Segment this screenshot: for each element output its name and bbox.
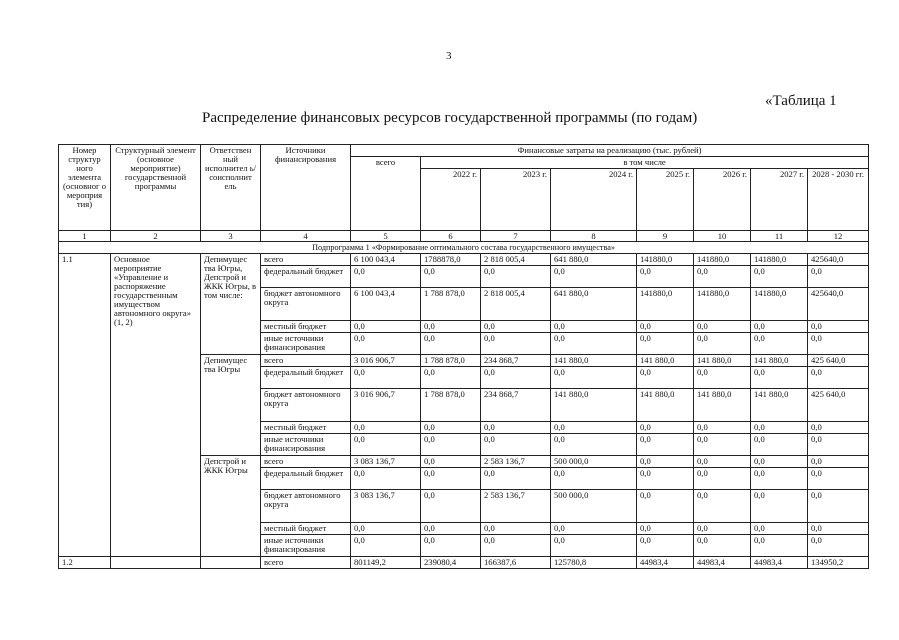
value-cell: 0,0 — [694, 321, 751, 333]
header-year: 2024 г. — [551, 169, 637, 231]
source-cell: местный бюджет — [261, 321, 351, 333]
source-cell: всего — [261, 456, 351, 468]
value-cell: 2 818 005,4 — [481, 288, 551, 321]
value-cell: 0,0 — [637, 456, 694, 468]
value-cell: 425 640,0 — [808, 389, 869, 422]
value-cell: 0,0 — [551, 266, 637, 288]
value-cell: 3 083 136,7 — [351, 490, 421, 523]
column-index: 9 — [637, 231, 694, 242]
value-cell: 0,0 — [637, 434, 694, 456]
source-cell: федеральный бюджет — [261, 468, 351, 490]
value-cell: 0,0 — [421, 321, 481, 333]
document-title: Распределение финансовых ресурсов государственной программы (по годам) — [202, 110, 698, 126]
value-cell: 0,0 — [808, 490, 869, 523]
header-year: 2026 г. — [694, 169, 751, 231]
source-cell: иные источники финансирования — [261, 535, 351, 557]
value-cell: 0,0 — [551, 535, 637, 557]
value-cell: 0,0 — [551, 434, 637, 456]
value-cell: 0,0 — [637, 321, 694, 333]
value-cell: 141 880,0 — [751, 389, 808, 422]
value-cell: 0,0 — [808, 456, 869, 468]
value-cell: 0,0 — [694, 456, 751, 468]
source-cell: иные источники финансирования — [261, 434, 351, 456]
value-cell: 0,0 — [421, 468, 481, 490]
value-cell: 641 880,0 — [551, 254, 637, 266]
value-cell: 0,0 — [637, 367, 694, 389]
value-cell: 0,0 — [751, 333, 808, 355]
table-row — [59, 557, 869, 569]
value-cell: 44983,4 — [694, 557, 751, 569]
source-cell: иные источники финансирования — [261, 333, 351, 355]
value-cell: 0,0 — [551, 333, 637, 355]
value-cell: 1788878,0 — [421, 254, 481, 266]
value-cell: 0,0 — [351, 367, 421, 389]
value-cell: 0,0 — [421, 266, 481, 288]
executor-cell: Депимущес тва Югры — [201, 355, 261, 456]
value-cell: 0,0 — [421, 523, 481, 535]
source-cell: бюджет автономного округа — [261, 389, 351, 422]
value-cell: 125780,8 — [551, 557, 637, 569]
value-cell: 0,0 — [694, 367, 751, 389]
value-cell: 141880,0 — [637, 288, 694, 321]
value-cell: 141880,0 — [694, 288, 751, 321]
value-cell: 0,0 — [637, 422, 694, 434]
value-cell: 0,0 — [637, 266, 694, 288]
source-cell: местный бюджет — [261, 523, 351, 535]
value-cell: 0,0 — [421, 367, 481, 389]
value-cell: 0,0 — [481, 468, 551, 490]
source-cell: бюджет автономного округа — [261, 288, 351, 321]
table-row — [59, 254, 869, 266]
value-cell: 166387,6 — [481, 557, 551, 569]
value-cell: 0,0 — [351, 266, 421, 288]
value-cell: 0,0 — [694, 422, 751, 434]
value-cell: 0,0 — [551, 367, 637, 389]
value-cell: 0,0 — [481, 321, 551, 333]
value-cell: 0,0 — [751, 490, 808, 523]
value-cell: 0,0 — [808, 535, 869, 557]
value-cell: 0,0 — [808, 422, 869, 434]
value-cell: 0,0 — [351, 434, 421, 456]
value-cell: 239080,4 — [421, 557, 481, 569]
value-cell: 425640,0 — [808, 288, 869, 321]
value-cell: 6 100 043,4 — [351, 254, 421, 266]
value-cell: 0,0 — [351, 321, 421, 333]
value-cell: 0,0 — [481, 266, 551, 288]
value-cell: 425640,0 — [808, 254, 869, 266]
value-cell: 500 000,0 — [551, 490, 637, 523]
header-total: всего — [351, 157, 421, 231]
value-cell: 1 788 878,0 — [421, 389, 481, 422]
value-cell: 0,0 — [351, 333, 421, 355]
value-cell: 641 880,0 — [551, 288, 637, 321]
value-cell: 0,0 — [481, 523, 551, 535]
value-cell: 141 880,0 — [751, 355, 808, 367]
value-cell: 2 818 005,4 — [481, 254, 551, 266]
value-cell: 0,0 — [808, 321, 869, 333]
value-cell: 0,0 — [481, 333, 551, 355]
value-cell: 0,0 — [694, 434, 751, 456]
value-cell: 2 583 136,7 — [481, 456, 551, 468]
subprogram-title: Подпрограмма 1 «Формирование оптимального состава государственного имущества» — [59, 242, 869, 254]
source-cell: местный бюджет — [261, 422, 351, 434]
source-cell: всего — [261, 355, 351, 367]
value-cell: 234 868,7 — [481, 355, 551, 367]
source-cell: всего — [261, 254, 351, 266]
item-element: Основное мероприятие «Управление и распоряжение государственным имуществом автономного округа» (1, 2) — [111, 254, 201, 557]
value-cell: 0,0 — [808, 367, 869, 389]
value-cell: 141880,0 — [694, 254, 751, 266]
value-cell: 0,0 — [694, 523, 751, 535]
item-number: 1.1 — [59, 254, 111, 557]
column-index: 5 — [351, 231, 421, 242]
value-cell: 0,0 — [481, 535, 551, 557]
value-cell: 0,0 — [694, 490, 751, 523]
column-index: 10 — [694, 231, 751, 242]
header-element: Структурный элемент (основное мероприятие) государственной программы — [111, 145, 201, 231]
header-year: 2028 - 2030 гг. — [808, 169, 869, 231]
value-cell: 0,0 — [637, 535, 694, 557]
value-cell: 3 016 906,7 — [351, 355, 421, 367]
value-cell: 0,0 — [808, 468, 869, 490]
value-cell: 425 640,0 — [808, 355, 869, 367]
value-cell: 0,0 — [421, 434, 481, 456]
value-cell: 0,0 — [751, 266, 808, 288]
header-year: 2027 г. — [751, 169, 808, 231]
value-cell: 1 788 878,0 — [421, 288, 481, 321]
column-index: 3 — [201, 231, 261, 242]
column-index: 2 — [111, 231, 201, 242]
value-cell: 801149,2 — [351, 557, 421, 569]
value-cell: 0,0 — [751, 422, 808, 434]
source-cell: федеральный бюджет — [261, 367, 351, 389]
value-cell: 141 880,0 — [694, 389, 751, 422]
value-cell: 44983,4 — [751, 557, 808, 569]
header-year: 2025 г. — [637, 169, 694, 231]
value-cell: 134950,2 — [808, 557, 869, 569]
value-cell: 0,0 — [694, 535, 751, 557]
value-cell: 0,0 — [808, 333, 869, 355]
value-cell: 0,0 — [751, 434, 808, 456]
value-cell: 0,0 — [751, 535, 808, 557]
value-cell: 0,0 — [694, 333, 751, 355]
value-cell: 141 880,0 — [637, 355, 694, 367]
value-cell: 3 083 136,7 — [351, 456, 421, 468]
value-cell: 0,0 — [808, 434, 869, 456]
header-year: 2023 г. — [481, 169, 551, 231]
column-index: 1 — [59, 231, 111, 242]
value-cell: 0,0 — [421, 333, 481, 355]
source-cell: федеральный бюджет — [261, 266, 351, 288]
value-cell: 234 868,7 — [481, 389, 551, 422]
value-cell: 0,0 — [751, 523, 808, 535]
column-index: 8 — [551, 231, 637, 242]
value-cell: 500 000,0 — [551, 456, 637, 468]
source-cell: всего — [261, 557, 351, 569]
value-cell: 0,0 — [637, 523, 694, 535]
value-cell: 0,0 — [551, 523, 637, 535]
value-cell: 141880,0 — [751, 288, 808, 321]
value-cell: 141 880,0 — [551, 355, 637, 367]
value-cell: 3 016 906,7 — [351, 389, 421, 422]
value-cell: 0,0 — [421, 535, 481, 557]
value-cell: 0,0 — [694, 468, 751, 490]
value-cell: 0,0 — [551, 422, 637, 434]
column-index: 6 — [421, 231, 481, 242]
value-cell: 0,0 — [481, 422, 551, 434]
value-cell: 0,0 — [694, 266, 751, 288]
value-cell: 0,0 — [481, 367, 551, 389]
value-cell: 6 100 043,4 — [351, 288, 421, 321]
value-cell: 0,0 — [551, 321, 637, 333]
value-cell: 0,0 — [637, 490, 694, 523]
value-cell: 0,0 — [808, 266, 869, 288]
value-cell: 0,0 — [751, 468, 808, 490]
value-cell: 0,0 — [421, 456, 481, 468]
source-cell: бюджет автономного округа — [261, 490, 351, 523]
column-index: 12 — [808, 231, 869, 242]
value-cell: 0,0 — [351, 468, 421, 490]
executor-cell — [201, 557, 261, 569]
value-cell: 0,0 — [751, 456, 808, 468]
value-cell: 141880,0 — [637, 254, 694, 266]
value-cell: 141 880,0 — [551, 389, 637, 422]
value-cell: 0,0 — [351, 535, 421, 557]
column-index: 7 — [481, 231, 551, 242]
value-cell: 0,0 — [751, 367, 808, 389]
financial-resources-table — [58, 144, 869, 569]
column-index: 4 — [261, 231, 351, 242]
value-cell: 1 788 878,0 — [421, 355, 481, 367]
value-cell: 141 880,0 — [694, 355, 751, 367]
column-index: 11 — [751, 231, 808, 242]
header-costs: Финансовые затраты на реализацию (тыс. рублей) — [351, 145, 869, 157]
header-year: 2022 г. — [421, 169, 481, 231]
header-number: Номер структур ного элемента (основног о мероприя тия) — [59, 145, 111, 231]
value-cell: 0,0 — [808, 523, 869, 535]
header-executor: Ответствен ный исполнител ь/ соисполнит ель — [201, 145, 261, 231]
value-cell: 44983,4 — [637, 557, 694, 569]
value-cell: 0,0 — [421, 422, 481, 434]
executor-cell: Депстрой и ЖКК Югры — [201, 456, 261, 557]
value-cell: 0,0 — [637, 333, 694, 355]
value-cell: 141880,0 — [751, 254, 808, 266]
item-number: 1.2 — [59, 557, 111, 569]
table-label: «Таблица 1 — [765, 93, 837, 109]
value-cell: 0,0 — [351, 422, 421, 434]
item-element — [111, 557, 201, 569]
header-sources: Источники финансирования — [261, 145, 351, 231]
value-cell: 141 880,0 — [637, 389, 694, 422]
value-cell: 0,0 — [421, 490, 481, 523]
value-cell: 0,0 — [551, 468, 637, 490]
value-cell: 0,0 — [637, 468, 694, 490]
value-cell: 2 583 136,7 — [481, 490, 551, 523]
executor-cell: Депимущес тва Югры, Депстрой и ЖКК Югры, в том числе: — [201, 254, 261, 355]
header-including: в том числе — [421, 157, 869, 169]
value-cell: 0,0 — [751, 321, 808, 333]
value-cell: 0,0 — [481, 434, 551, 456]
value-cell: 0,0 — [351, 523, 421, 535]
page-number: 3 — [446, 50, 452, 62]
